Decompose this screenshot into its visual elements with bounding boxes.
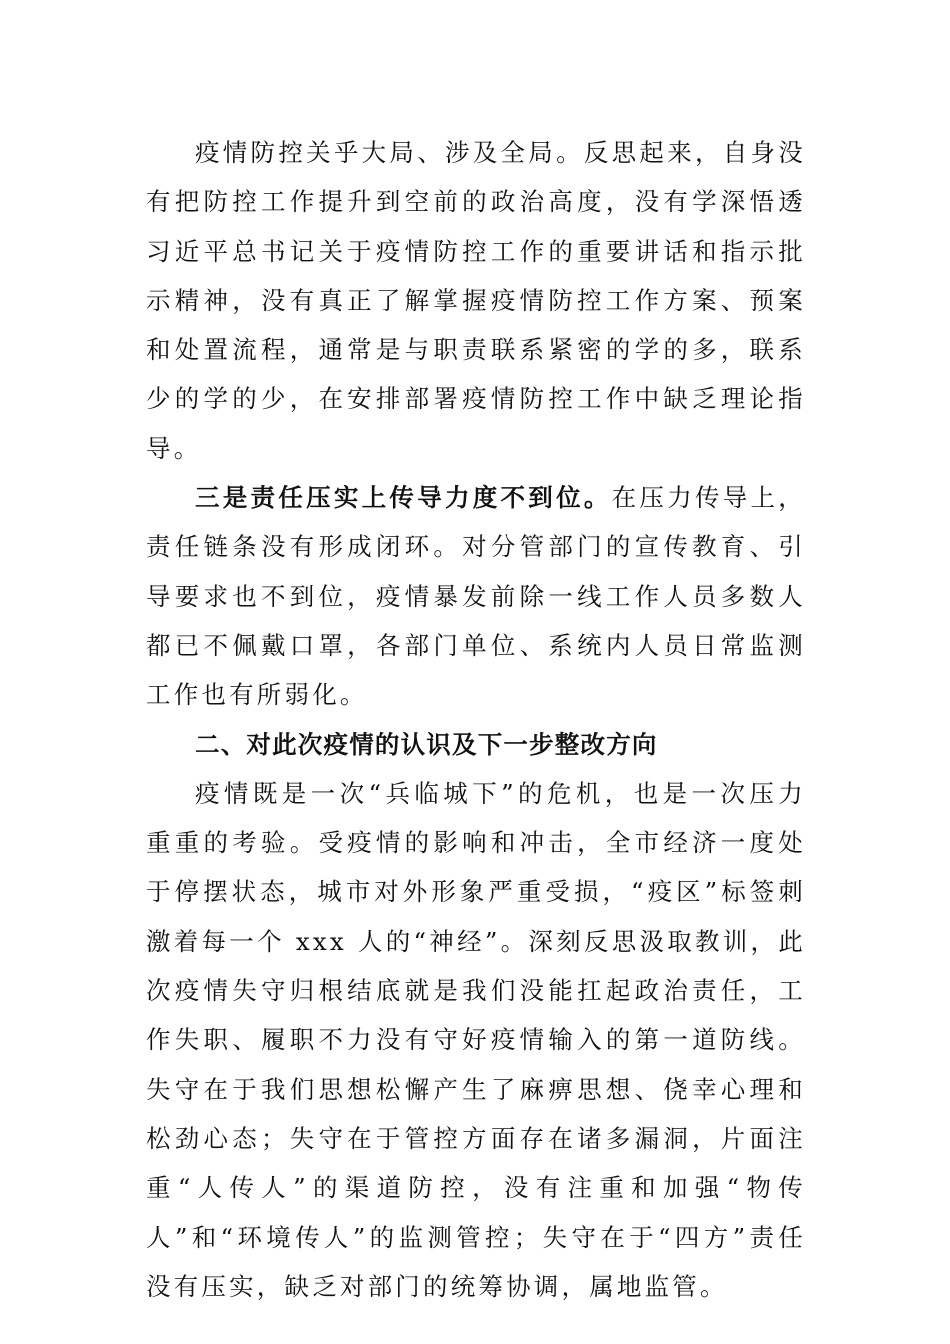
paragraph-epidemic-reflection — [146, 128, 806, 473]
paragraph-responsibility — [146, 473, 806, 719]
paragraph-2-lead: 三是责任压实上传导力度不到位。 — [195, 483, 612, 513]
section-heading: 二、对此次疫情的认识及下一步整改方向 — [195, 729, 658, 759]
paragraph-2-body: 在压力传导上，责任链条没有形成闭环。对分管部门的宣传教育、引导要求也不到位，疫情暴发前除一线工作人员多数人都已不佩戴口罩，各部门单位、系统内人员日常监测工作也有所弱化。 — [146, 483, 806, 710]
paragraph-1-text: 疫情防控关乎大局、涉及全局。反思起来，自身没有把防控工作提升到空前的政治高度，没有学深悟透习近平总书记关于疫情防控工作的重要讲话和指示批示精神，没有真正了解掌握疫情防控工作方案、预案和处置流程，通常是与职责联系紧密的学的多，联系少的学的少，在安排部署疫情防控工作中缺乏理论指导。 — [146, 138, 806, 463]
document-body — [146, 128, 806, 1311]
paragraph-understanding — [146, 769, 806, 1311]
paragraph-3-text: 疫情既是一次“兵临城下”的危机，也是一次压力重重的考验。受疫情的影响和冲击，全市经济一度处于停摆状态，城市对外形象严重受损，“疫区”标签刺激着每一个 xxx 人的“神经”。深刻反思汲取教训，此次疫情失守归根结底就是我们没能扛起政治责任，工作失职、履职不力没有守好疫情输入的第一道防线。失守在于我们思想松懈产生了麻痹思想、侥幸心理和松劲心态；失守在于管控方面存在诸多漏洞，片面注重“人传人”的渠道防控，没有注重和加强“物传人”和“环境传人”的监测管控；失守在于“四方”责任没有压实，缺乏对部门的统筹协调，属地监管。 — [146, 778, 806, 1301]
